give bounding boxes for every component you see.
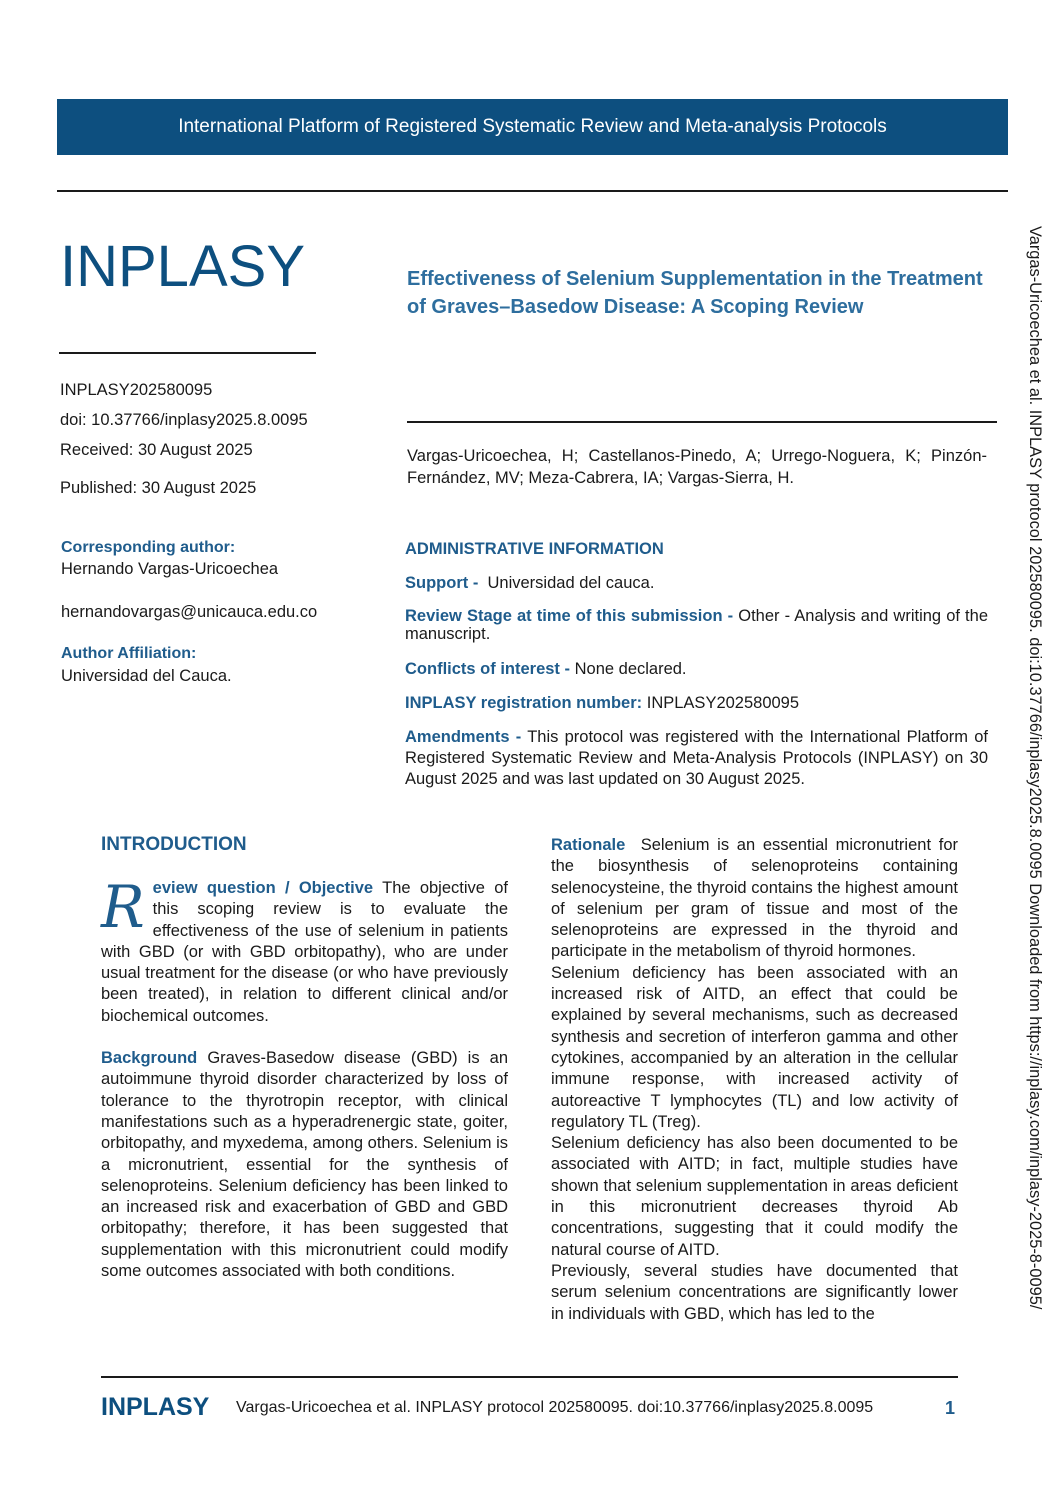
right-column [551,835,958,1325]
conflicts-label: Conflicts of interest - [405,660,571,678]
drop-cap: R [101,873,145,941]
footer-citation: Vargas-Uricoechea et al. INPLASY protocol 202580095. doi:10.37766/inplasy2025.8.0095 [236,1399,874,1416]
brand-rule [59,352,316,354]
registration-label: INPLASY registration number: [405,694,643,712]
rationale-text-1: Selenium is an essential micronutrient for the biosynthesis of selenoproteins containing selenocysteine, the thyroid contains the highest amount of selenium per gram of tissue and most of the selenoproteins are expressed in the thyroid and participate in the metabolism of thyroid hormones. [551,836,958,961]
side-download-text[interactable]: Vargas-Uricoechea et al. INPLASY protocol 202580095. doi:10.37766/inplasy2025.8.0095 Downloaded from https://inplasy.com/inplasy-2025-8-0095/ [1026,226,1044,1310]
rationale-paragraph-1 [551,835,958,963]
background-text: Graves-Basedow disease (GBD) is an autoimmune thyroid disorder characterized by loss of tolerance to the thyrotropin receptor, with clinical manifestations such as a hyperadrenergic state, goiter, orbitopathy, and myxedema, among others. Selenium is a micronutrient, essential for the synthesis of selenoproteins. Selenium deficiency has been linked to an increased risk and exacerbation of GBD and GBD orbitopathy; therefore, it has been suggested that supplementation with this micronutrient could modify some outcomes associated with both conditions. [101,1049,508,1281]
footer-rule [101,1376,958,1378]
author-list: Vargas-Uricoechea, H; Castellanos-Pinedo, A; Urrego-Noguera, K; Pinzón-Fernández, MV; Meza-Cabrera, IA; Vargas-Sierra, H. [407,447,987,487]
article-title: Effectiveness of Selenium Supplementation in the Treatment of Graves–Basedow Disease: A Scoping Review [407,268,983,318]
support-value: Universidad del cauca. [487,574,655,592]
background-label: Background [101,1049,198,1068]
amendments-value: This protocol was registered with the International Platform of Registered Systematic Review and Meta-Analysis Protocols (INPLASY) on 30 August 2025 and was last updated on 30 August 2025. [405,728,989,788]
review-question-text: The objective of this scoping review is to evaluate the effectiveness of the use of selenium in patients with GBD (or with GBD orbitopathy), who are under usual treatment for the disease (or who have previously been treated), in relation to different clinical and/or biochemical outcomes. [101,879,508,1025]
published-date: Published: 30 August 2025 [60,479,257,497]
received-date: Received: 30 August 2025 [60,441,253,459]
page-number: 1 [945,1398,956,1418]
affiliation-label: Author Affiliation: [61,645,197,662]
registration-value: INPLASY202580095 [646,694,800,712]
side-download-note [1026,226,1046,1436]
amendments-label: Amendments - [405,728,522,746]
stage-value: Other - Analysis and writing of the manuscript. [405,607,988,643]
background-paragraph [101,1048,508,1282]
rationale-paragraph-3: Selenium deficiency has also been documented to be associated with AITD; in fact, multiple studies have shown that selenium supplementation in areas deficient in this micronutrient decreases thyroid Ab concentrations, suggesting that it could modify the natural course of AITD. [551,1134,958,1259]
corresponding-label: Corresponding author: [61,539,236,556]
admin-stage [405,607,988,643]
rationale-paragraph-4: Previously, several studies have documented that serum selenium concentrations are significantly lower in individuals with GBD, which has led to the [551,1261,958,1323]
admin-conflicts [405,659,988,679]
admin-registration [405,693,988,713]
review-question-label: eview question / Objective [152,879,374,897]
corresponding-email[interactable]: hernandovargas@unicauca.edu.co [61,603,318,621]
rationale-label: Rationale [551,836,626,854]
admin-amendments [405,727,988,790]
brand-logo: INPLASY [60,234,305,299]
admin-heading: ADMINISTRATIVE INFORMATION [405,540,664,558]
header-rule [57,190,1008,192]
title-rule [407,421,997,423]
support-label: Support - [405,574,479,592]
rationale-paragraph-2: Selenium deficiency has been associated with an increased risk of AITD, an effect that could be explained by several mechanisms, such as decreased synthesis and secretion of interferon gamma and other cytokines, accompanied by an alteration in the cellular immune response, with increased activity of autoreactive T lymphocytes (TL) and low activity of regulatory TL (Treg). [551,963,958,1131]
corresponding-name: Hernando Vargas-Uricoechea [61,560,279,578]
left-column [101,873,508,1282]
introduction-heading: INTRODUCTION [101,834,247,855]
affiliation: Universidad del Cauca. [61,667,232,685]
admin-support [405,573,988,593]
footer-brand: INPLASY [101,1393,210,1421]
platform-banner: International Platform of Registered Systematic Review and Meta-analysis Protocols [57,99,1008,155]
doi[interactable]: doi: 10.37766/inplasy2025.8.0095 [60,411,308,429]
conflicts-value: None declared. [574,660,687,678]
review-question-paragraph [101,873,508,1027]
inplasy-id: INPLASY202580095 [60,381,213,399]
stage-label: Review Stage at time of this submission - [405,607,734,625]
